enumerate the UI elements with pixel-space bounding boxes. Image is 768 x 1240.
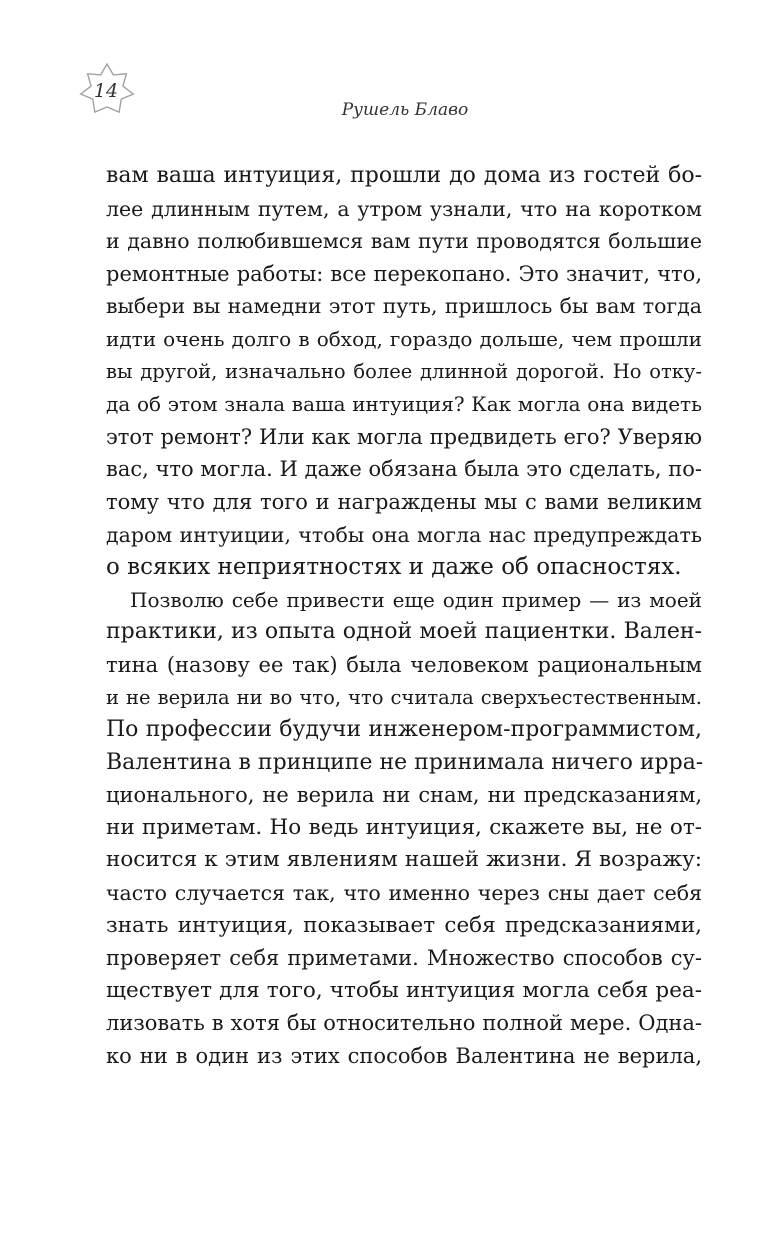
- text-line: и давно полюбившемся вам пути проводятся большие: [106, 229, 702, 254]
- text-line: да об этом знала ваша интуиция? Как могла она видеть: [106, 392, 702, 417]
- text-line: ционального, не верила ни снам, ни предсказаниям,: [106, 783, 702, 808]
- text-line: и не верила ни во что, что считала сверхъестественным.: [106, 685, 702, 709]
- text-line: лизовать в хотя бы относительно полной мере. Одна-: [106, 1011, 702, 1036]
- text-line: ществует для того, чтобы интуиция могла себя реа-: [106, 977, 702, 1003]
- text-line: ремонтные работы: все перекопано. Это значит, что,: [106, 261, 702, 286]
- text-line: ко ни в один из этих способов Валентина не верила,: [106, 1044, 702, 1069]
- body-text: [106, 160, 702, 1073]
- text-line: лее длинным путем, а утром узнали, что на коротком: [106, 196, 702, 221]
- page-number: 14: [93, 80, 119, 102]
- text-line: идти очень долго в обход, гораздо дольше, чем прошли: [106, 326, 702, 351]
- text-line: практики, из опыта одной моей пациентки. Вален-: [106, 619, 702, 645]
- text-line: проверяет себя приметами. Множество способов су-: [106, 946, 702, 971]
- text-line: тина (назову ее так) была человеком рациональным: [106, 652, 702, 677]
- text-line: выбери вы намедни этот путь, пришлось бы вам тогда: [106, 294, 702, 319]
- text-line: вы другой, изначально более длинной дорогой. Но отку-: [106, 359, 702, 383]
- text-line: тому что для того и награждены мы с вами великим: [106, 489, 702, 514]
- text-line: ни приметам. Но ведь интуиция, скажете вы, не от-: [106, 814, 702, 840]
- text-line: носится к этим явлениям нашей жизни. Я возражу:: [106, 847, 702, 873]
- text-line: даром интуиции, чтобы она могла нас предупреждать: [106, 522, 702, 547]
- text-line: этот ремонт? Или как могла предвидеть его? Уверяю: [106, 424, 702, 449]
- text-line: Валентина в принципе не принимала ничего ирра-: [106, 749, 704, 775]
- text-line: вам ваша интуиция, прошли до дома из гостей бо-: [106, 163, 702, 188]
- text-line: По профессии будучи инженером-программистом,: [106, 717, 702, 743]
- text-line-paragraph-end: о всяких неприятностях и даже об опасностях.: [106, 554, 682, 581]
- text-line: часто случается так, что именно через сны дает себя: [106, 881, 702, 906]
- text-line-paragraph-start: Позволю себе привести еще один пример — из моей: [130, 587, 702, 612]
- text-line: знать интуиция, показывает себя предсказаниями,: [106, 912, 702, 938]
- running-head-author: Рушель Блаво: [341, 100, 469, 120]
- text-line: вас, что могла. И даже обязана была это сделать, по-: [106, 457, 702, 482]
